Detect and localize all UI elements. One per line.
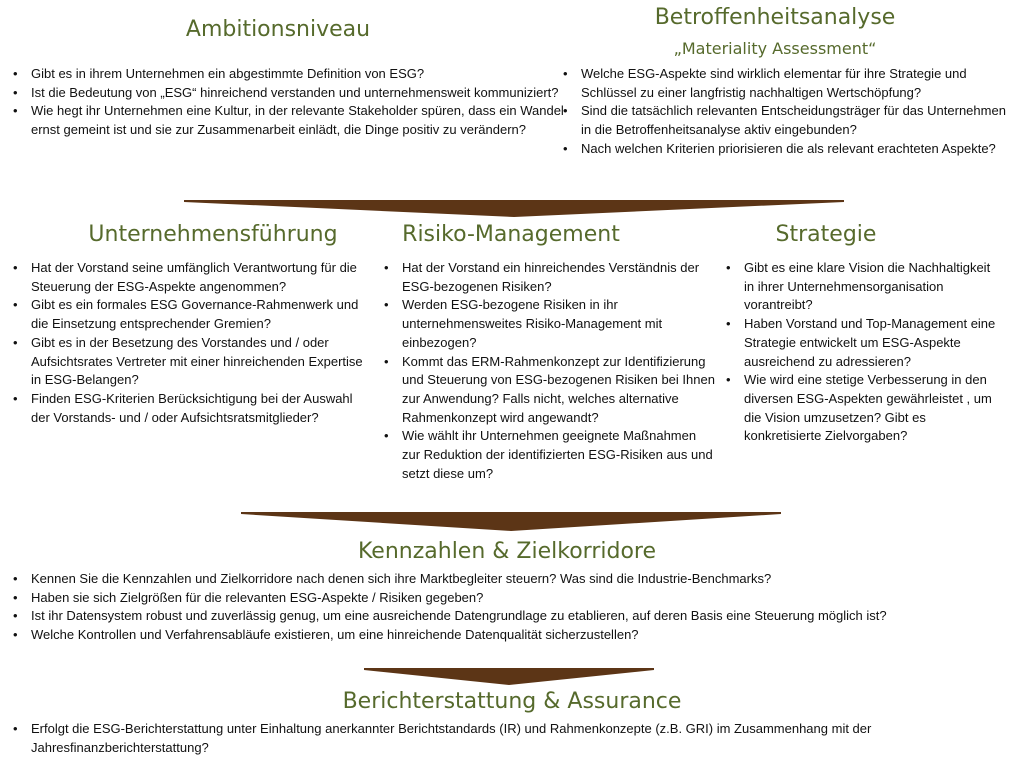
materiality-list [562, 65, 1017, 159]
list-item: • Welche ESG-Aspekte sind wirklich elementar für ihre Strategie und Schlüssel zu einer langfristig nachhaltigen Wertschöpfung? [562, 65, 1017, 102]
governance-title: Unternehmensführung [88, 222, 338, 247]
list-item: • Nach welchen Kriterien priorisieren die als relevant erachteten Aspekte? [562, 140, 1017, 159]
list-item: • Wie hegt ihr Unternehmen eine Kultur, in der relevante Stakeholder spüren, dass ein Wandel ernst gemeint ist und sie zur Zusammenarbeit einlädt, die Dinge positiv zu verändern? [12, 102, 572, 139]
ambition-title: Ambitionsniveau [185, 17, 371, 42]
list-item: • Werden ESG-bezogene Risiken in ihr unternehmensweites Risiko-Management mit einbezogen? [383, 296, 715, 352]
risk-title: Risiko-Management [402, 222, 620, 247]
flow-arrow-1 [184, 199, 844, 219]
reporting-list [12, 720, 1017, 757]
list-item: • Finden ESG-Kriterien Berücksichtigung bei der Auswahl der Vorstands- und / oder Aufsichtsratsmitglieder? [12, 390, 374, 427]
kpi-title: Kennzahlen & Zielkorridore [357, 539, 657, 564]
list-item: • Ist die Bedeutung von „ESG“ hinreichend verstanden und unternehmensweit kommuniziert? [12, 84, 572, 103]
list-item: • Hat der Vorstand seine umfänglich Verantwortung für die Steuerung der ESG-Aspekte angenommen? [12, 259, 374, 296]
ambition-list [12, 65, 572, 140]
list-item: • Erfolgt die ESG-Berichterstattung unter Einhaltung anerkannter Berichtstandards (IR) und Rahmenkonzepte (z.B. GRI) im Zusammenhang mit der Jahresfinanzberichterstattung? [12, 720, 1017, 757]
flow-arrow-3 [364, 667, 654, 687]
strategy-title: Strategie [775, 222, 877, 247]
list-item: • Gibt es ein formales ESG Governance-Rahmenwerk und die Einsetzung entsprechender Gremien? [12, 296, 374, 333]
strategy-list [725, 259, 1000, 446]
list-item: • Hat der Vorstand ein hinreichendes Verständnis der ESG-bezogenen Risiken? [383, 259, 715, 296]
materiality-title: Betroffenheitsanalyse [654, 5, 896, 30]
list-item: • Wie wählt ihr Unternehmen geeignete Maßnahmen zur Reduktion der identifizierten ESG-Risiken aus und setzt diese um? [383, 427, 715, 483]
list-item: • Kommt das ERM-Rahmenkonzept zur Identifizierung und Steuerung von ESG-bezogenen Risiken bei Ihnen zur Anwendung? Falls nicht, welches alternative Rahmenkonzept wird angewandt? [383, 353, 715, 428]
reporting-title: Berichterstattung & Assurance [342, 689, 682, 714]
risk-list [383, 259, 715, 483]
list-item: • Kennen Sie die Kennzahlen und Zielkorridore nach denen sich ihre Marktbegleiter steuern? Was sind die Industrie-Benchmarks? [12, 570, 1017, 589]
governance-list [12, 259, 374, 427]
list-item: • Wie wird eine stetige Verbesserung in den diversen ESG-Aspekten gewährleistet , um die Vision umzusetzen? Gibt es konkretisierte Zielvorgaben? [725, 371, 1000, 446]
list-item: • Haben Vorstand und Top-Management eine Strategie entwickelt um ESG-Aspekte ausreichend zu adressieren? [725, 315, 1000, 371]
list-item: • Haben sie sich Zielgrößen für die relevanten ESG-Aspekte / Risiken gegeben? [12, 589, 1017, 608]
kpi-list [12, 570, 1017, 645]
list-item: • Ist ihr Datensystem robust und zuverlässig genug, um eine ausreichende Datengrundlage zu etablieren, auf deren Basis eine Steuerung möglich ist? [12, 607, 1017, 626]
materiality-subtitle: „Materiality Assessment“ [673, 39, 877, 58]
list-item: • Gibt es in ihrem Unternehmen ein abgestimmte Definition von ESG? [12, 65, 572, 84]
list-item: • Welche Kontrollen und Verfahrensabläufe existieren, um eine hinreichende Datenqualität sicherzustellen? [12, 626, 1017, 645]
list-item: • Sind die tatsächlich relevanten Entscheidungsträger für das Unternehmen in die Betroffenheitsanalyse aktiv eingebunden? [562, 102, 1017, 139]
list-item: • Gibt es in der Besetzung des Vorstandes und / oder Aufsichtsrates Vertreter mit einer hinreichenden Expertise in ESG-Belangen? [12, 334, 374, 390]
flow-arrow-2 [241, 511, 781, 533]
list-item: • Gibt es eine klare Vision die Nachhaltigkeit in ihrer Unternehmensorganisation vorantreibt? [725, 259, 1000, 315]
